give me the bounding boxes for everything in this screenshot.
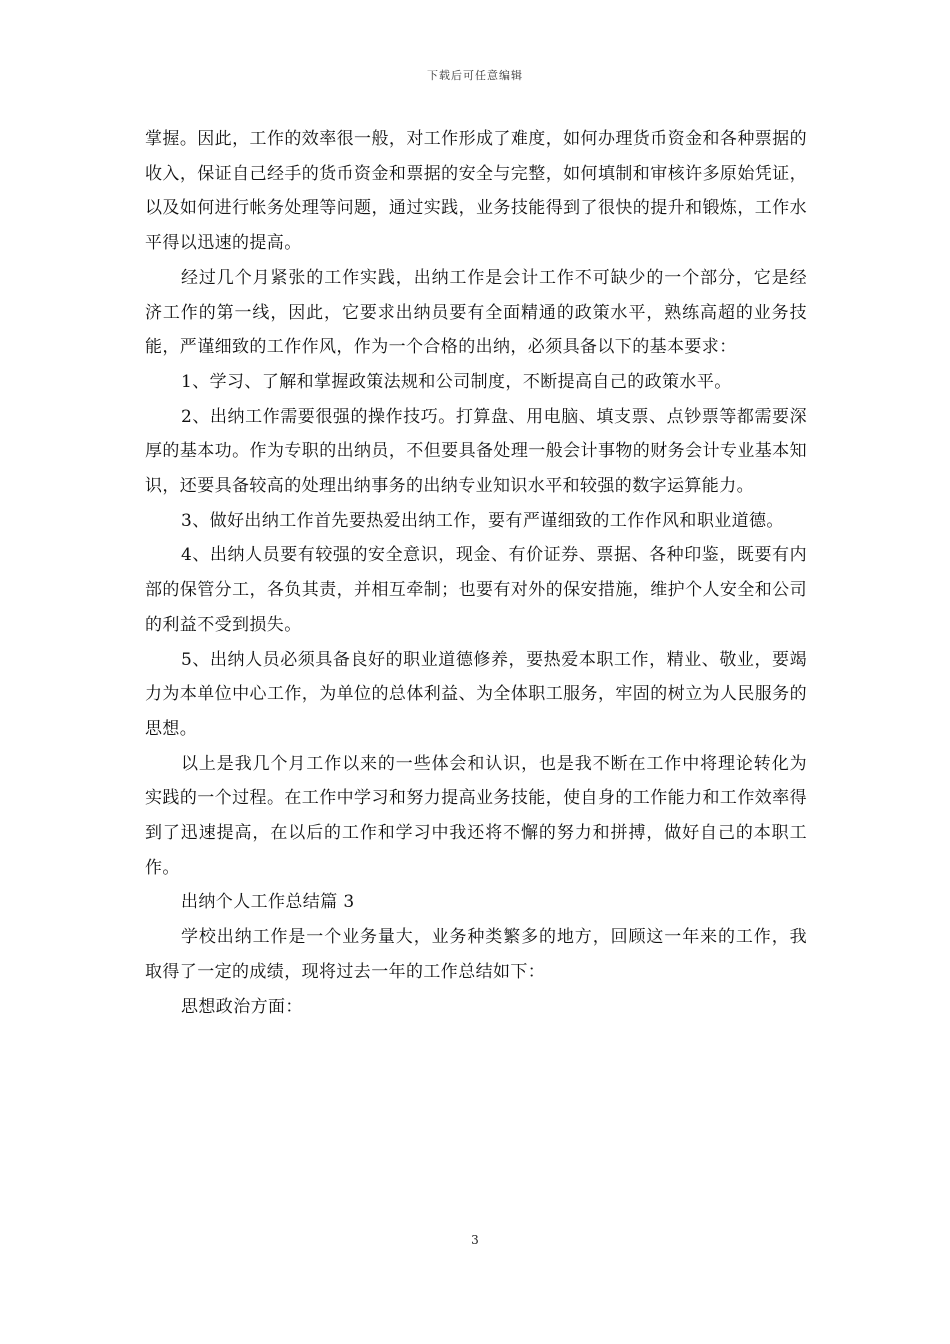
paragraph-1: 掌握。因此，工作的效率很一般，对工作形成了难度，如何办理货币资金和各种票据的收入，保证自己经手的货币资金和票据的安全与完整，如何填制和审核许多原始凭证，以及如何进行帐务处理等问题，通过实践，业务技能得到了很快的提升和锻炼，工作水平得以迅速的提高。 [145,129,807,254]
section-paragraph-1: 学校出纳工作是一个业务量大，业务种类繁多的地方，回顾这一年来的工作，我取得了一定的成绩，现将过去一年的工作总结如下： [145,927,807,982]
list-item-1: 1、学习、了解和掌握政策法规和公司制度，不断提高自己的政策水平。 [181,371,732,392]
list-item-3: 3、做好出纳工作首先要热爱出纳工作，要有严谨细致的工作作风和职业道德。 [181,510,784,531]
page-header: 下载后可任意编辑 [427,69,523,82]
section-title: 出纳个人工作总结篇 3 [181,892,355,913]
paragraph-conclusion: 以上是我几个月工作以来的一些体会和认识，也是我不断在工作中将理论转化为实践的一个过程。在工作中学习和努力提高业务技能，使自身的工作能力和工作效率得到了迅速提高，在以后的工作和学习中我还将不懈的努力和拼搏，做好自己的本职工作。 [145,753,807,878]
page-number: 3 [471,1233,479,1247]
list-item-4: 4、出纳人员要有较强的安全意识，现金、有价证券、票据、各种印鉴，既要有内部的保管分工，各负其责，并相互牵制；也要有对外的保安措施，维护个人安全和公司的利益不受到损失。 [145,545,807,635]
paragraph-2: 经过几个月紧张的工作实践，出纳工作是会计工作不可缺少的一个部分，它是经济工作的第一线，因此，它要求出纳员要有全面精通的政策水平，熟练高超的业务技能，严谨细致的工作作风，作为一个合格的出纳，必须具备以下的基本要求： [145,267,807,358]
subheading: 思想政治方面： [181,996,303,1017]
list-item-5: 5、出纳人员必须具备良好的职业道德修养，要热爱本职工作，精业、敬业，要竭力为本单位中心工作，为单位的总体利益、为全体职工服务，牢固的树立为人民服务的思想。 [145,649,807,739]
document-body [145,122,807,1024]
list-item-2: 2、出纳工作需要很强的操作技巧。打算盘、用电脑、填支票、点钞票等都需要深厚的基本功。作为专职的出纳员，不但要具备处理一般会计事物的财务会计专业基本知识，还要具备较高的处理出纳事务的出纳专业知识水平和较强的数字运算能力。 [145,406,807,497]
